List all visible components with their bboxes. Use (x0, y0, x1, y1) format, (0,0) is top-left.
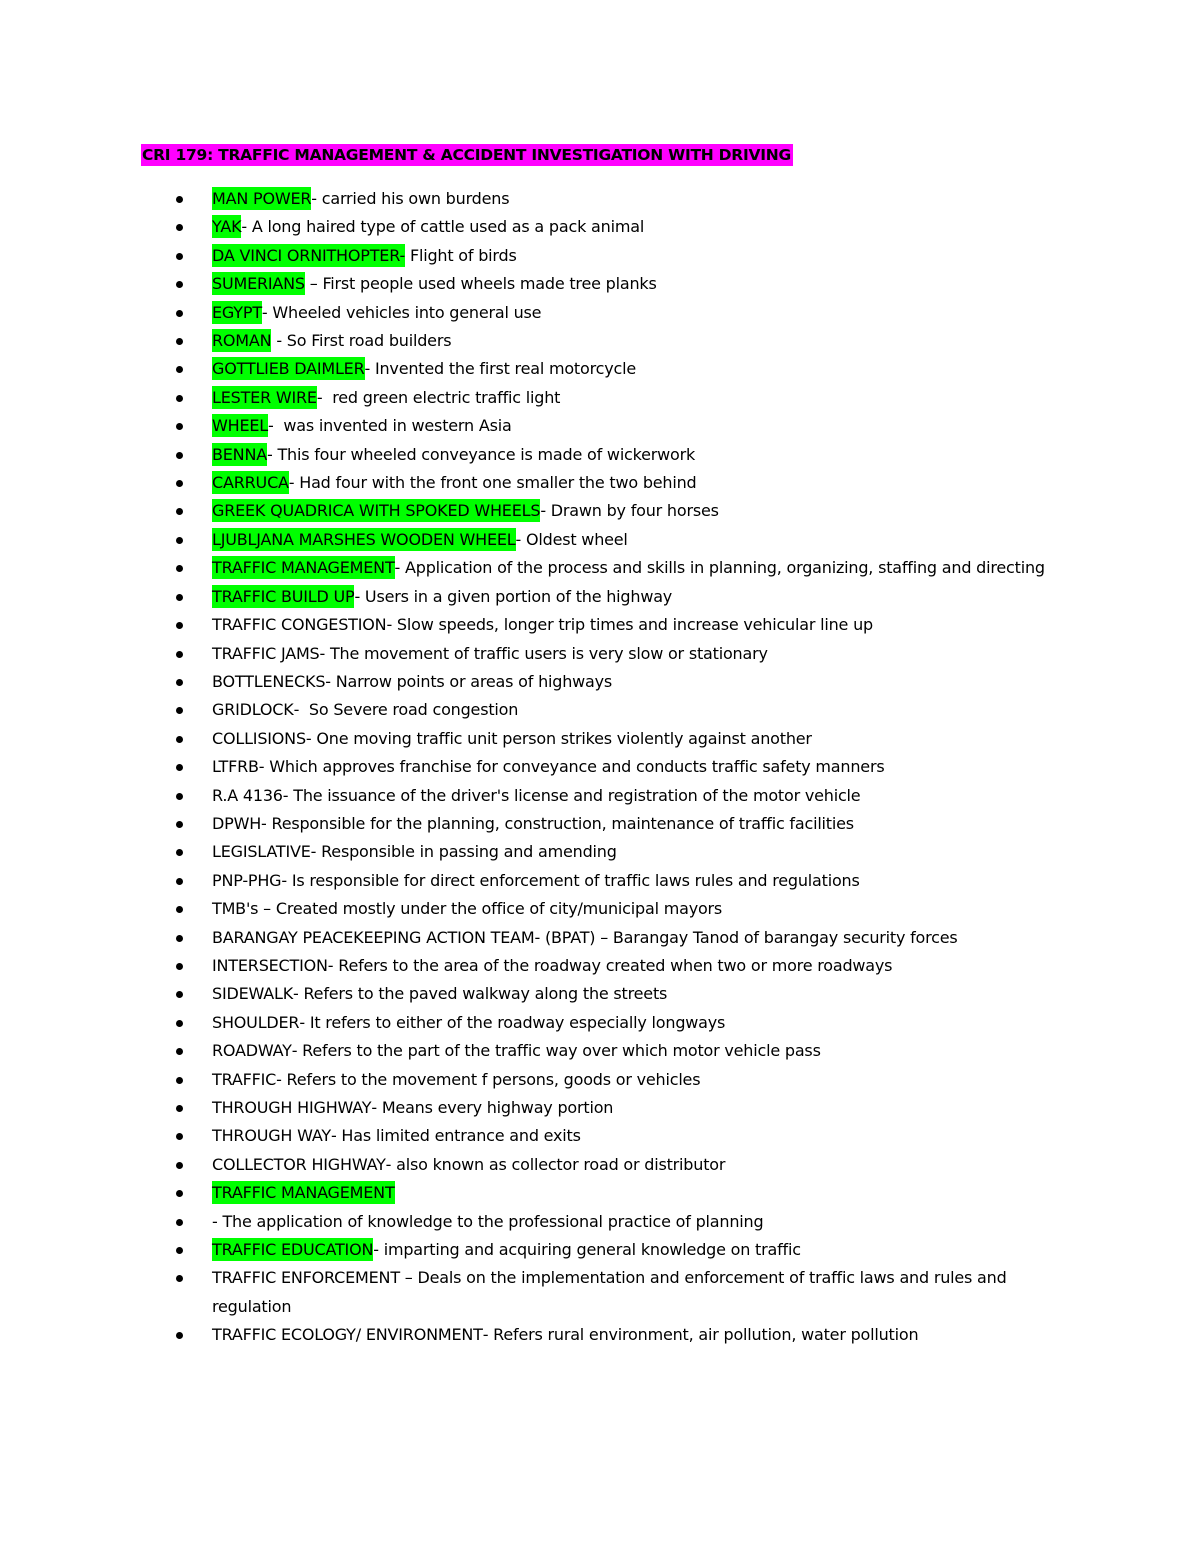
bullet-icon (176, 1133, 183, 1140)
bullet-icon (176, 1077, 183, 1084)
list-item (212, 554, 1062, 582)
item-term: WHEEL (212, 416, 268, 436)
item-term: BENNA (212, 444, 267, 464)
item-description: - Invented the first real motorcycle (364, 359, 636, 379)
item-term: TRAFFIC JAMS (212, 643, 320, 663)
list-item (212, 242, 1062, 270)
item-term: TRAFFIC ECOLOGY/ ENVIRONMENT (212, 1325, 483, 1345)
item-description: - A long haired type of cattle used as a pack animal (241, 217, 645, 237)
bullet-icon (176, 310, 183, 317)
item-term: SIDEWALK (212, 984, 294, 1004)
item-description: – Created mostly under the office of city/municipal mayors (258, 899, 723, 919)
list-item (212, 469, 1062, 497)
item-term: SHOULDER (212, 1012, 300, 1032)
item-term: ROADWAY (212, 1041, 292, 1061)
list-item (212, 526, 1062, 554)
item-description: - This four wheeled conveyance is made of wickerwork (266, 444, 696, 464)
item-term: TRAFFIC ENFORCEMENT (212, 1268, 400, 1288)
item-description: – First people used wheels made tree planks (304, 274, 657, 294)
item-description: - Responsible for the planning, construction, maintenance of traffic facilities (261, 813, 854, 833)
item-description: - Slow speeds, longer trip times and increase vehicular line up (386, 615, 873, 635)
item-term: DPWH (212, 813, 262, 833)
list-item (212, 1208, 1062, 1236)
list-item (212, 1037, 1062, 1065)
bullet-icon (176, 906, 183, 913)
item-term: TRAFFIC MANAGEMENT (212, 1183, 395, 1203)
item-description: - Has limited entrance and exits (330, 1126, 581, 1146)
item-description: - also known as collector road or distributor (385, 1154, 726, 1174)
item-term: DA VINCI ORNITHOPTER- (212, 245, 406, 265)
item-term: GOTTLIEB DAIMLER (212, 359, 365, 379)
list-item (212, 441, 1062, 469)
item-term: THROUGH HIGHWAY (212, 1098, 372, 1117)
list-item (212, 1122, 1062, 1150)
item-description: - red green electric traffic light (316, 387, 561, 407)
item-description: - So Severe road congestion (293, 700, 519, 720)
item-description: - Application of the process and skills in planning, organizing, staffing and directing (394, 558, 1045, 578)
document-title: CRI 179: TRAFFIC MANAGEMENT & ACCIDENT INVESTIGATION WITH DRIVING (142, 146, 791, 164)
item-term: LEGISLATIVE (212, 842, 311, 862)
item-term: TRAFFIC EDUCATION (212, 1240, 374, 1260)
item-description: - The issuance of the driver's license and registration of the motor vehicle (282, 785, 861, 805)
item-description: – Deals on the implementation and enforcement of traffic laws and rules and regulation (212, 1268, 1012, 1316)
item-description: - The movement of traffic users is very slow or stationary (319, 643, 768, 663)
bullet-icon (176, 736, 183, 743)
notes-list (212, 185, 1062, 1350)
bullet-icon (176, 395, 183, 402)
item-description: - Refers to the part of the traffic way over which motor vehicle pass (291, 1041, 821, 1061)
bullet-icon (176, 764, 183, 771)
item-term: TRAFFIC (212, 1069, 277, 1089)
item-description: - Narrow points or areas of highways (325, 671, 613, 691)
list-item (212, 611, 1062, 639)
bullet-icon (176, 1219, 183, 1226)
item-term: TRAFFIC BUILD UP (212, 586, 355, 606)
bullet-icon (176, 565, 183, 572)
item-description: - Refers rural environment, air pollution, water pollution (482, 1325, 919, 1345)
list-item (212, 810, 1062, 838)
list-item (212, 895, 1062, 923)
list-item (212, 696, 1062, 724)
item-description: - The application of knowledge to the professional practice of planning (212, 1211, 764, 1231)
item-term: SUMERIANS (212, 274, 305, 294)
list-item (212, 412, 1062, 440)
list-item (212, 668, 1062, 696)
bullet-icon (176, 196, 183, 203)
bullet-icon (176, 849, 183, 856)
list-item (212, 384, 1062, 412)
list-item (212, 1066, 1062, 1094)
bullet-icon (176, 281, 183, 288)
item-term: COLLISIONS (212, 728, 306, 748)
item-term: CARRUCA (212, 473, 289, 493)
list-item (212, 1151, 1062, 1179)
item-term: INTERSECTION (212, 955, 328, 975)
item-description: - Is responsible for direct enforcement of traffic laws rules and regulations (281, 870, 860, 890)
item-term: PNP-PHG (212, 870, 282, 890)
list-item (212, 497, 1062, 525)
item-term: TMB's (212, 899, 259, 919)
bullet-icon (176, 224, 183, 231)
bullet-icon (176, 423, 183, 430)
item-description: - Means every highway portion (371, 1098, 614, 1117)
bullet-icon (176, 594, 183, 601)
item-description: - Refers to the movement f persons, goods or vehicles (276, 1069, 701, 1089)
bullet-icon (176, 793, 183, 800)
bullet-icon (176, 991, 183, 998)
list-item (212, 640, 1062, 668)
bullet-icon (176, 452, 183, 459)
list-item (212, 725, 1062, 753)
item-description: Flight of birds (405, 245, 517, 265)
item-description: - carried his own burdens (311, 189, 510, 208)
list-item (212, 867, 1062, 895)
item-description: - Users in a given portion of the highway (354, 586, 673, 606)
item-term: LESTER WIRE (212, 387, 317, 407)
bullet-icon (176, 1020, 183, 1027)
bullet-icon (176, 679, 183, 686)
item-term: GRIDLOCK (212, 700, 294, 720)
list-item (212, 1009, 1062, 1037)
item-term: EGYPT (212, 302, 262, 322)
list-item (212, 327, 1062, 355)
item-description: - It refers to either of the roadway especially longways (299, 1012, 726, 1032)
list-item (212, 782, 1062, 810)
bullet-icon (176, 480, 183, 487)
bullet-icon (176, 1332, 183, 1339)
list-item (212, 924, 1062, 952)
bullet-icon (176, 651, 183, 658)
bullet-icon (176, 1190, 183, 1197)
list-item (212, 1264, 1062, 1321)
bullet-icon (176, 622, 183, 629)
item-term: TRAFFIC MANAGEMENT (212, 558, 395, 578)
item-description: - Which approves franchise for conveyance and conducts traffic safety manners (258, 757, 885, 777)
item-description: - One moving traffic unit person strikes violently against another (305, 728, 812, 748)
list-item (212, 185, 1062, 213)
item-term: R.A 4136 (212, 785, 283, 805)
list-item (212, 1094, 1062, 1122)
list-item (212, 299, 1062, 327)
list-item (212, 980, 1062, 1008)
bullet-icon (176, 1162, 183, 1169)
item-description: - Drawn by four horses (540, 501, 719, 521)
item-term: BARANGAY PEACEKEEPING ACTION TEAM (212, 927, 535, 947)
bullet-icon (176, 508, 183, 515)
item-description: - Had four with the front one smaller the two behind (288, 473, 697, 493)
list-item (212, 952, 1062, 980)
item-term: ROMAN (212, 331, 272, 351)
bullet-icon (176, 253, 183, 260)
list-item (212, 1179, 1062, 1207)
bullet-icon (176, 338, 183, 345)
bullet-icon (176, 1247, 183, 1254)
item-description: - So First road builders (271, 331, 452, 351)
list-item (212, 1236, 1062, 1264)
item-description: - (BPAT) – Barangay Tanod of barangay security forces (534, 927, 958, 947)
bullet-icon (176, 1275, 183, 1282)
item-term: LJUBLJANA MARSHES WOODEN WHEEL (212, 529, 516, 549)
bullet-icon (176, 1048, 183, 1055)
item-term: TRAFFIC CONGESTION (212, 615, 387, 635)
list-item (212, 355, 1062, 383)
list-item (212, 583, 1062, 611)
bullet-icon (176, 821, 183, 828)
item-term: BOTTLENECKS (212, 671, 326, 691)
list-item (212, 838, 1062, 866)
item-term: THROUGH WAY (212, 1126, 331, 1146)
bullet-icon (176, 935, 183, 942)
bullet-icon (176, 878, 183, 885)
item-description: - Refers to the area of the roadway created when two or more roadways (327, 955, 893, 975)
item-description: - Oldest wheel (515, 529, 628, 549)
item-term: GREEK QUADRICA WITH SPOKED WHEELS (212, 501, 541, 521)
item-description: - imparting and acquiring general knowledge on traffic (373, 1240, 801, 1260)
bullet-icon (176, 537, 183, 544)
item-description: - Responsible in passing and amending (310, 842, 617, 862)
list-item (212, 213, 1062, 241)
item-term: YAK (212, 217, 242, 237)
bullet-icon (176, 963, 183, 970)
list-item (212, 753, 1062, 781)
item-term: LTFRB (212, 757, 259, 777)
item-description: - Wheeled vehicles into general use (261, 302, 542, 322)
item-term: COLLECTOR HIGHWAY (212, 1154, 386, 1174)
list-item (212, 270, 1062, 298)
item-description: - was invented in western Asia (268, 416, 512, 436)
bullet-icon (176, 366, 183, 373)
list-item (212, 1321, 1062, 1349)
item-description: - Refers to the paved walkway along the streets (293, 984, 668, 1004)
bullet-icon (176, 707, 183, 714)
bullet-icon (176, 1105, 183, 1112)
item-term: MAN POWER (212, 189, 312, 208)
